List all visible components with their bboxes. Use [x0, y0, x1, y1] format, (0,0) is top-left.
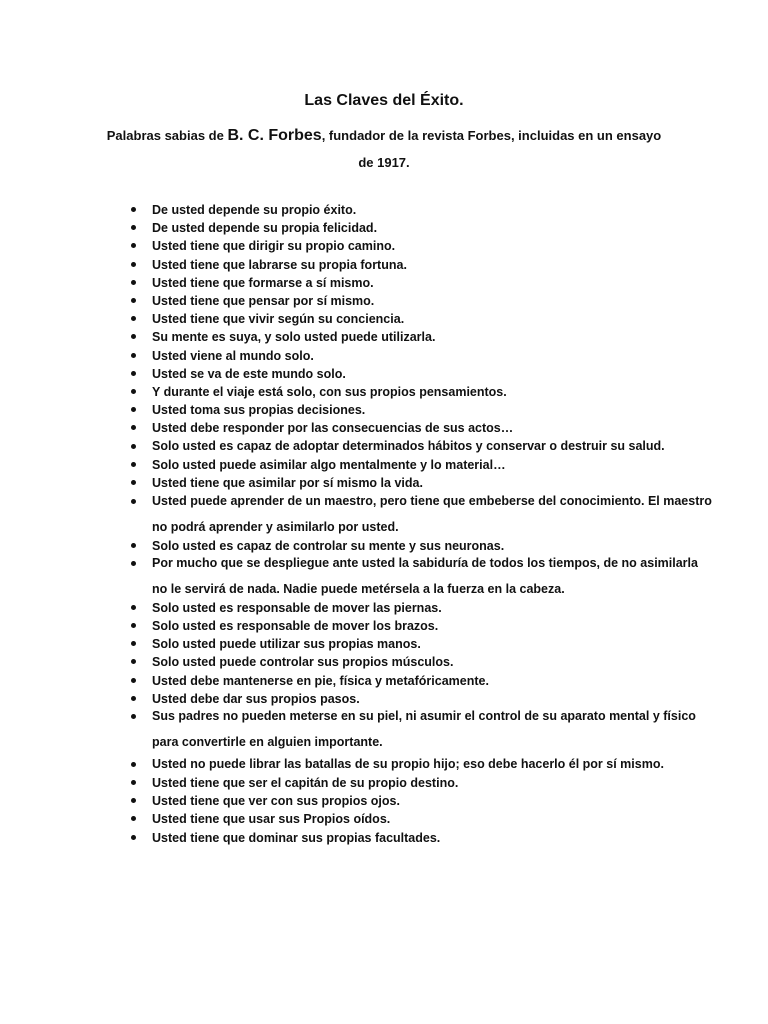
list-item: Usted puede aprender de un maestro, pero tiene que embeberse del conocimiento. El maestro no podrá aprender y asimilarlo por usted.: [152, 489, 712, 540]
subtitle-author: B. C. Forbes: [227, 127, 322, 144]
list-item: Usted tiene que pensar por sí mismo.: [152, 292, 712, 310]
list-item: Solo usted puede controlar sus propios músculos.: [152, 653, 712, 671]
list-item: Solo usted puede asimilar algo mentalmente y lo material…: [152, 456, 712, 474]
document-title: Las Claves del Éxito.: [304, 92, 464, 109]
list-item: Usted se va de este mundo solo.: [152, 365, 712, 383]
list-item: Usted tiene que labrarse su propia fortuna.: [152, 256, 712, 274]
list-item: Usted tiene que vivir según su conciencia.: [152, 310, 712, 328]
document-subtitle: [100, 122, 668, 176]
list-item: Usted tiene que ser el capitán de su propio destino.: [152, 774, 712, 792]
list-item: Solo usted es responsable de mover las piernas.: [152, 599, 712, 617]
list-item: Solo usted es capaz de adoptar determinados hábitos y conservar o destruir su salud.: [152, 434, 712, 460]
list-item: Usted debe mantenerse en pie, física y metafóricamente.: [152, 672, 712, 690]
list-item: Solo usted es capaz de controlar su mente y sus neuronas.: [152, 537, 712, 555]
bullet-list: [152, 201, 712, 847]
list-item: Solo usted puede utilizar sus propias manos.: [152, 635, 712, 653]
list-item: Usted viene al mundo solo.: [152, 347, 712, 365]
list-item: Usted tiene que dominar sus propias facultades.: [152, 829, 712, 847]
list-item: Usted debe responder por las consecuencias de sus actos…: [152, 419, 712, 437]
list-item: Y durante el viaje está solo, con sus propios pensamientos.: [152, 383, 712, 401]
subtitle-prefix: Palabras sabias de: [106, 128, 228, 143]
list-item: De usted depende su propio éxito.: [152, 201, 712, 219]
list-item: Usted tiene que usar sus Propios oídos.: [152, 810, 712, 828]
list-item: Usted tiene que dirigir su propio camino.: [152, 237, 712, 255]
list-item: Usted toma sus propias decisiones.: [152, 401, 712, 419]
list-item: Solo usted es responsable de mover los brazos.: [152, 617, 712, 635]
list-item: Sus padres no pueden meterse en su piel, ni asumir el control de su aparato mental y físico para convertirle en alguien importante.: [152, 704, 712, 755]
list-item: Su mente es suya, y solo usted puede utilizarla.: [152, 328, 712, 346]
list-item: Por mucho que se despliegue ante usted la sabiduría de todos los tiempos, de no asimilarla no le servirá de nada. Nadie puede metérsela a la fuerza en la cabeza.: [152, 551, 712, 602]
list-item: Usted tiene que ver con sus propios ojos.: [152, 792, 712, 810]
list-item: Usted tiene que formarse a sí mismo.: [152, 274, 712, 292]
list-item: Usted tiene que asimilar por sí mismo la vida.: [152, 474, 712, 492]
list-item: Usted debe dar sus propios pasos.: [152, 690, 712, 708]
list-item: De usted depende su propia felicidad.: [152, 219, 712, 237]
subtitle-suffix: , fundador de la revista Forbes, incluidas en un ensayo de 1917.: [321, 128, 662, 170]
list-item: Usted no puede librar las batallas de su propio hijo; eso debe hacerlo él por sí mismo.: [152, 752, 712, 778]
